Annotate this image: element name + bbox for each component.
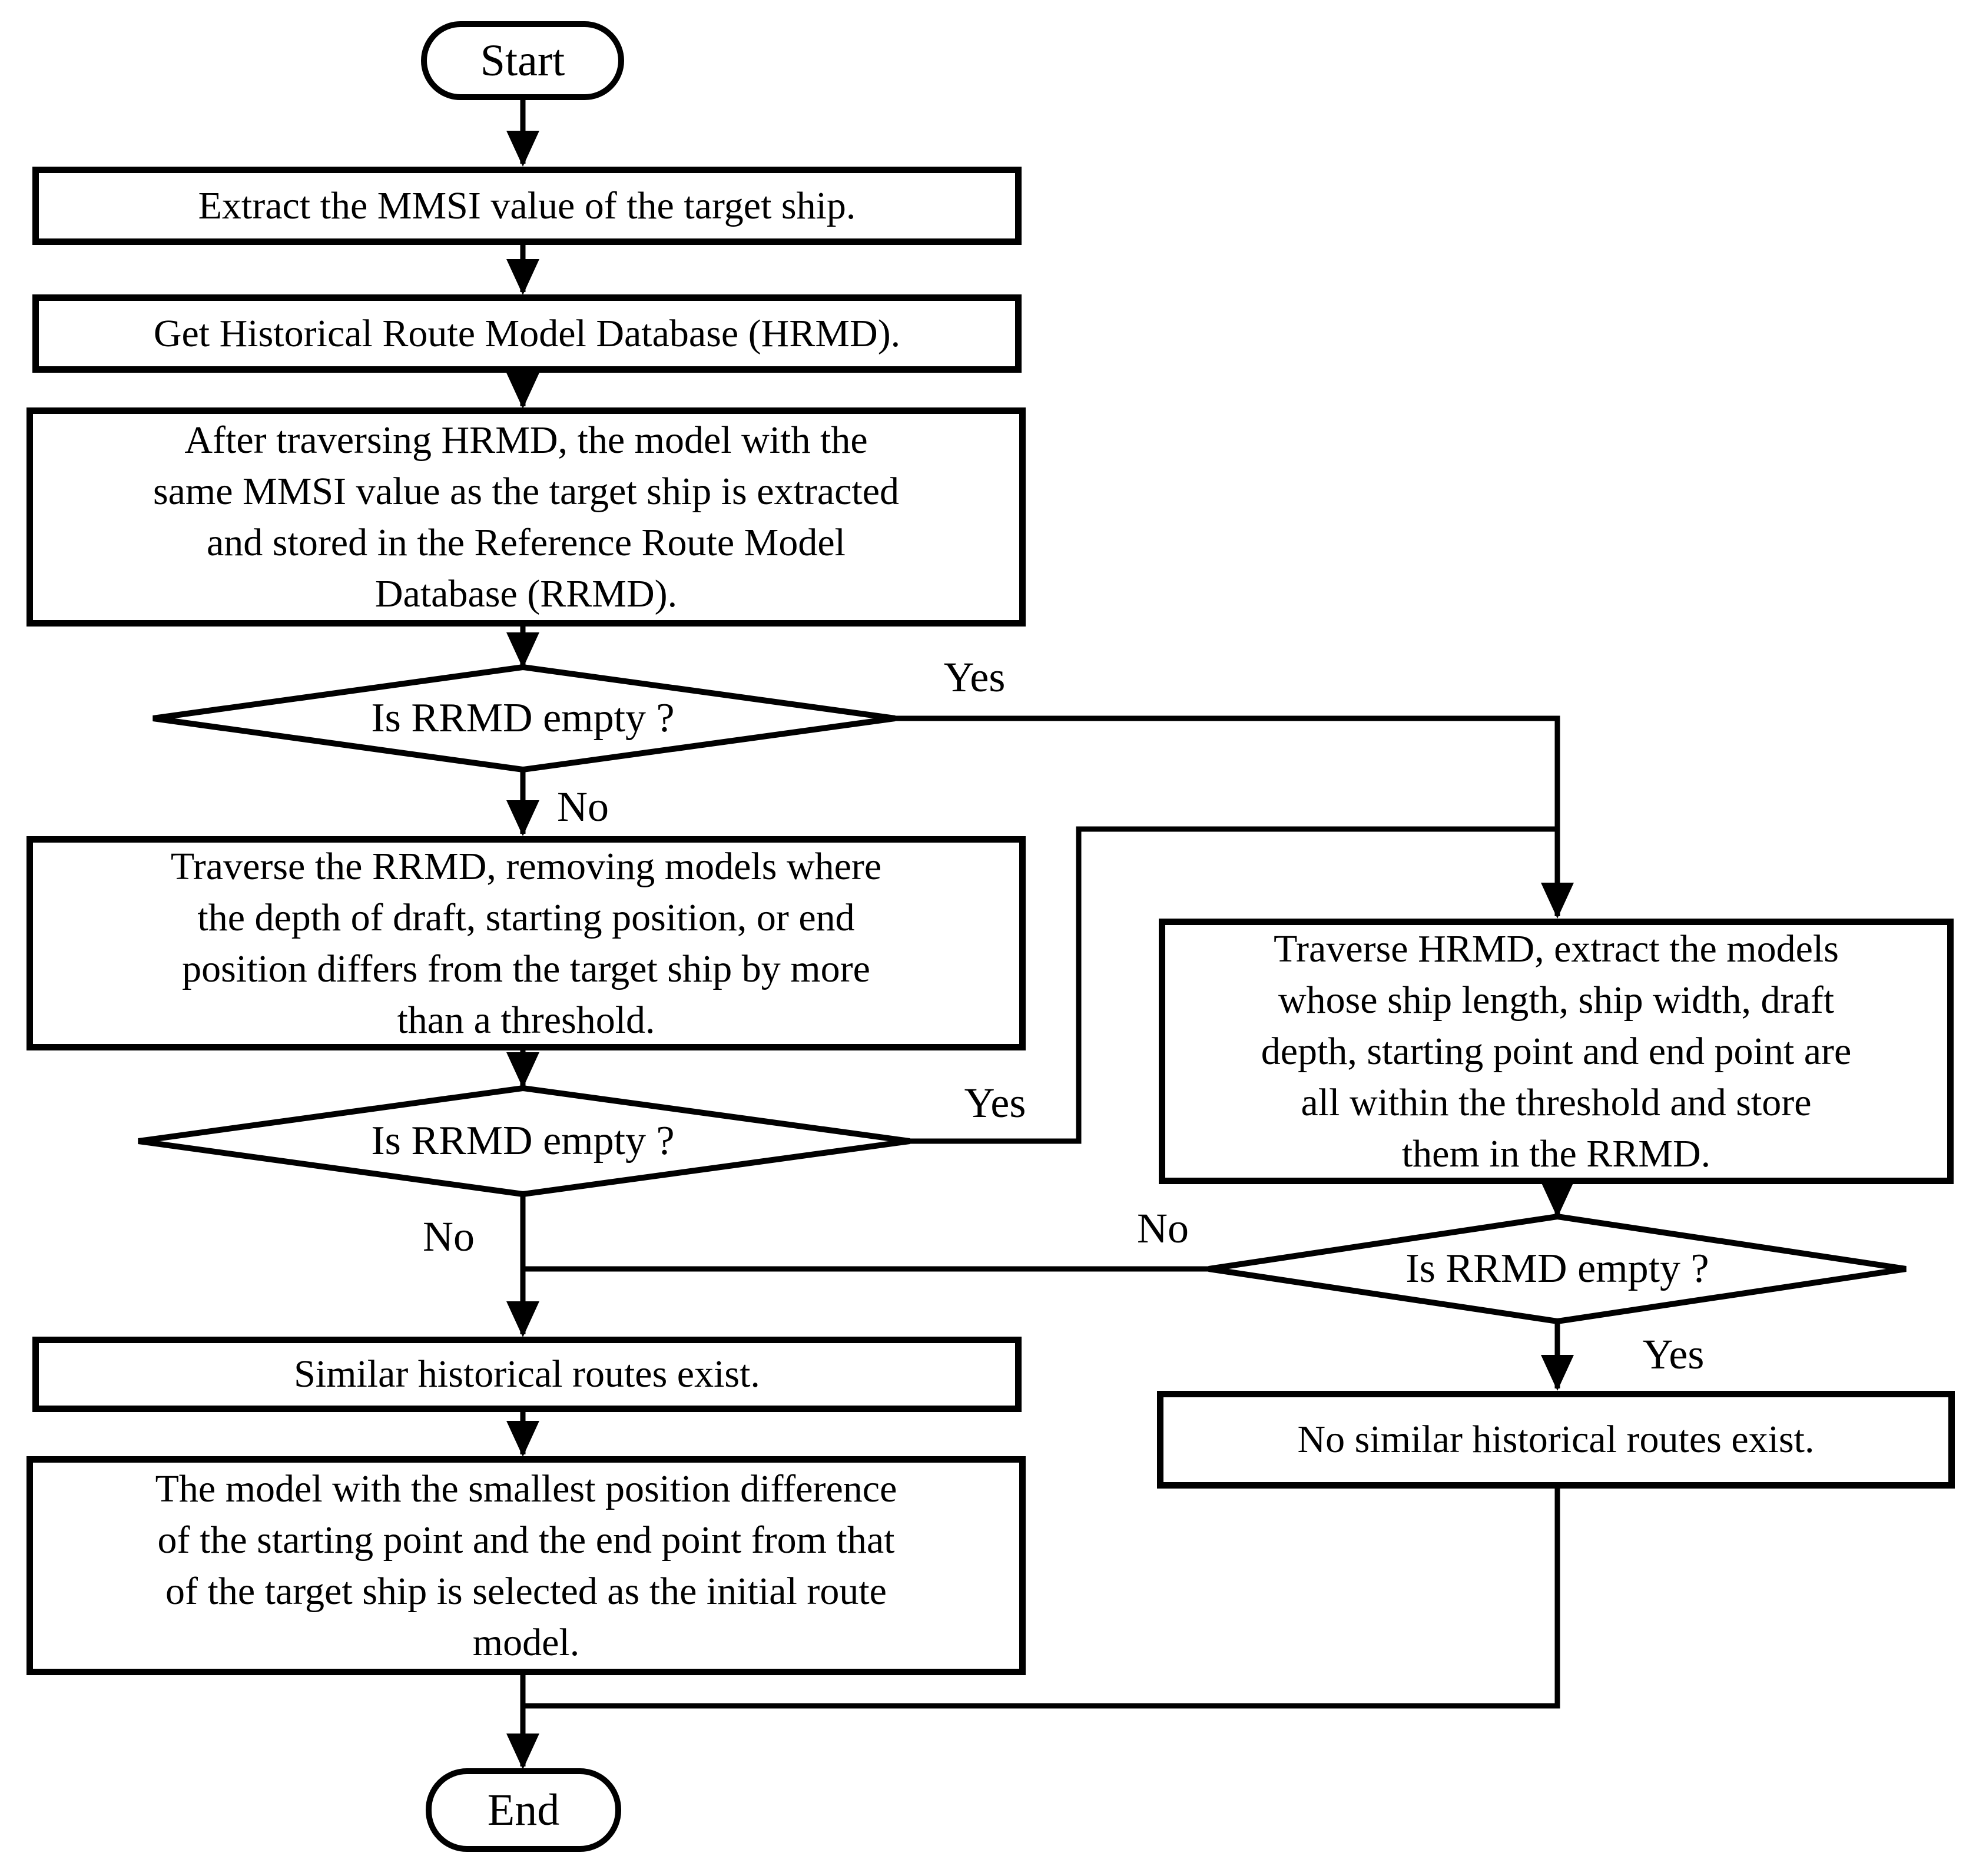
process-traverse-hrmd-line: whose ship length, ship width, draft: [1278, 979, 1835, 1022]
process-select-initial-model-line: model.: [472, 1621, 580, 1664]
edge-label-decision1-no: No: [557, 783, 609, 830]
process-similar-routes-exist: [32, 1337, 1022, 1412]
arrowhead: [506, 1421, 539, 1457]
decision-rrmd-empty-1-label: Is RRMD empty ?: [371, 695, 675, 741]
edge-label-decision2-yes: Yes: [964, 1079, 1026, 1126]
arrowhead: [506, 1734, 539, 1769]
process-traverse-hrmd-line: them in the RRMD.: [1401, 1132, 1711, 1175]
arrowhead: [506, 1052, 539, 1088]
process-get-hrmd-text: Get Historical Route Model Database (HRMD).: [153, 311, 901, 355]
arrowhead: [506, 632, 539, 668]
process-filter-rrmd-line: position differs from the target ship by more: [182, 947, 870, 990]
process-filter-rrmd-line: than a threshold.: [397, 999, 655, 1042]
arrowhead: [1541, 1182, 1574, 1218]
edge-label-decision3-no: No: [1137, 1205, 1189, 1252]
process-extract-same-mmsi-line: After traversing HRMD, the model with the: [184, 419, 868, 462]
arrowhead: [506, 1301, 539, 1337]
process-select-initial-model-line: of the starting point and the end point from that: [157, 1519, 895, 1562]
process-select-initial-model: [26, 1456, 1026, 1675]
process-get-hrmd: [32, 294, 1022, 373]
process-filter-rrmd-line: the depth of draft, starting position, or end: [197, 896, 855, 939]
process-select-initial-model-line: The model with the smallest position difference: [155, 1467, 897, 1510]
process-filter-rrmd-line: Traverse the RRMD, removing models where: [170, 845, 882, 888]
edge-label-decision1-yes: Yes: [943, 654, 1006, 701]
end-node-label: End: [487, 1785, 560, 1835]
process-traverse-hrmd: [1159, 919, 1954, 1184]
decision-rrmd-empty-2-label: Is RRMD empty ?: [371, 1118, 675, 1164]
arrowhead: [1541, 883, 1574, 919]
arrowhead: [506, 131, 539, 167]
process-select-initial-model-line: of the target ship is selected as the initial route: [165, 1570, 887, 1613]
edge-label-decision3-yes: Yes: [1642, 1331, 1705, 1378]
process-similar-routes-exist-text: Similar historical routes exist.: [294, 1353, 760, 1396]
process-no-similar-routes-text: No similar historical routes exist.: [1297, 1418, 1815, 1461]
end-node: [426, 1768, 621, 1852]
start-node: [421, 21, 624, 100]
arrowhead: [506, 259, 539, 295]
start-node-label: Start: [480, 35, 565, 85]
process-extract-same-mmsi-line: Database (RRMD).: [374, 572, 678, 615]
arrowhead: [506, 373, 539, 409]
process-extract-mmsi: [32, 167, 1022, 245]
process-traverse-hrmd-line: Traverse HRMD, extract the models: [1274, 927, 1839, 970]
process-extract-mmsi-text: Extract the MMSI value of the target ship.: [198, 184, 856, 227]
process-extract-same-mmsi: [26, 407, 1026, 627]
arrowhead: [1541, 1355, 1574, 1391]
process-no-similar-routes: [1157, 1391, 1955, 1489]
edge-label-decision2-no: No: [423, 1213, 475, 1260]
decision-rrmd-empty-3-label: Is RRMD empty ?: [1405, 1246, 1709, 1291]
process-traverse-hrmd-line: all within the threshold and store: [1301, 1081, 1812, 1124]
process-traverse-hrmd-line: depth, starting point and end point are: [1261, 1030, 1852, 1073]
process-filter-rrmd: [26, 836, 1026, 1050]
process-extract-same-mmsi-line: same MMSI value as the target ship is extracted: [152, 470, 900, 513]
process-extract-same-mmsi-line: and stored in the Reference Route Model: [207, 521, 846, 564]
